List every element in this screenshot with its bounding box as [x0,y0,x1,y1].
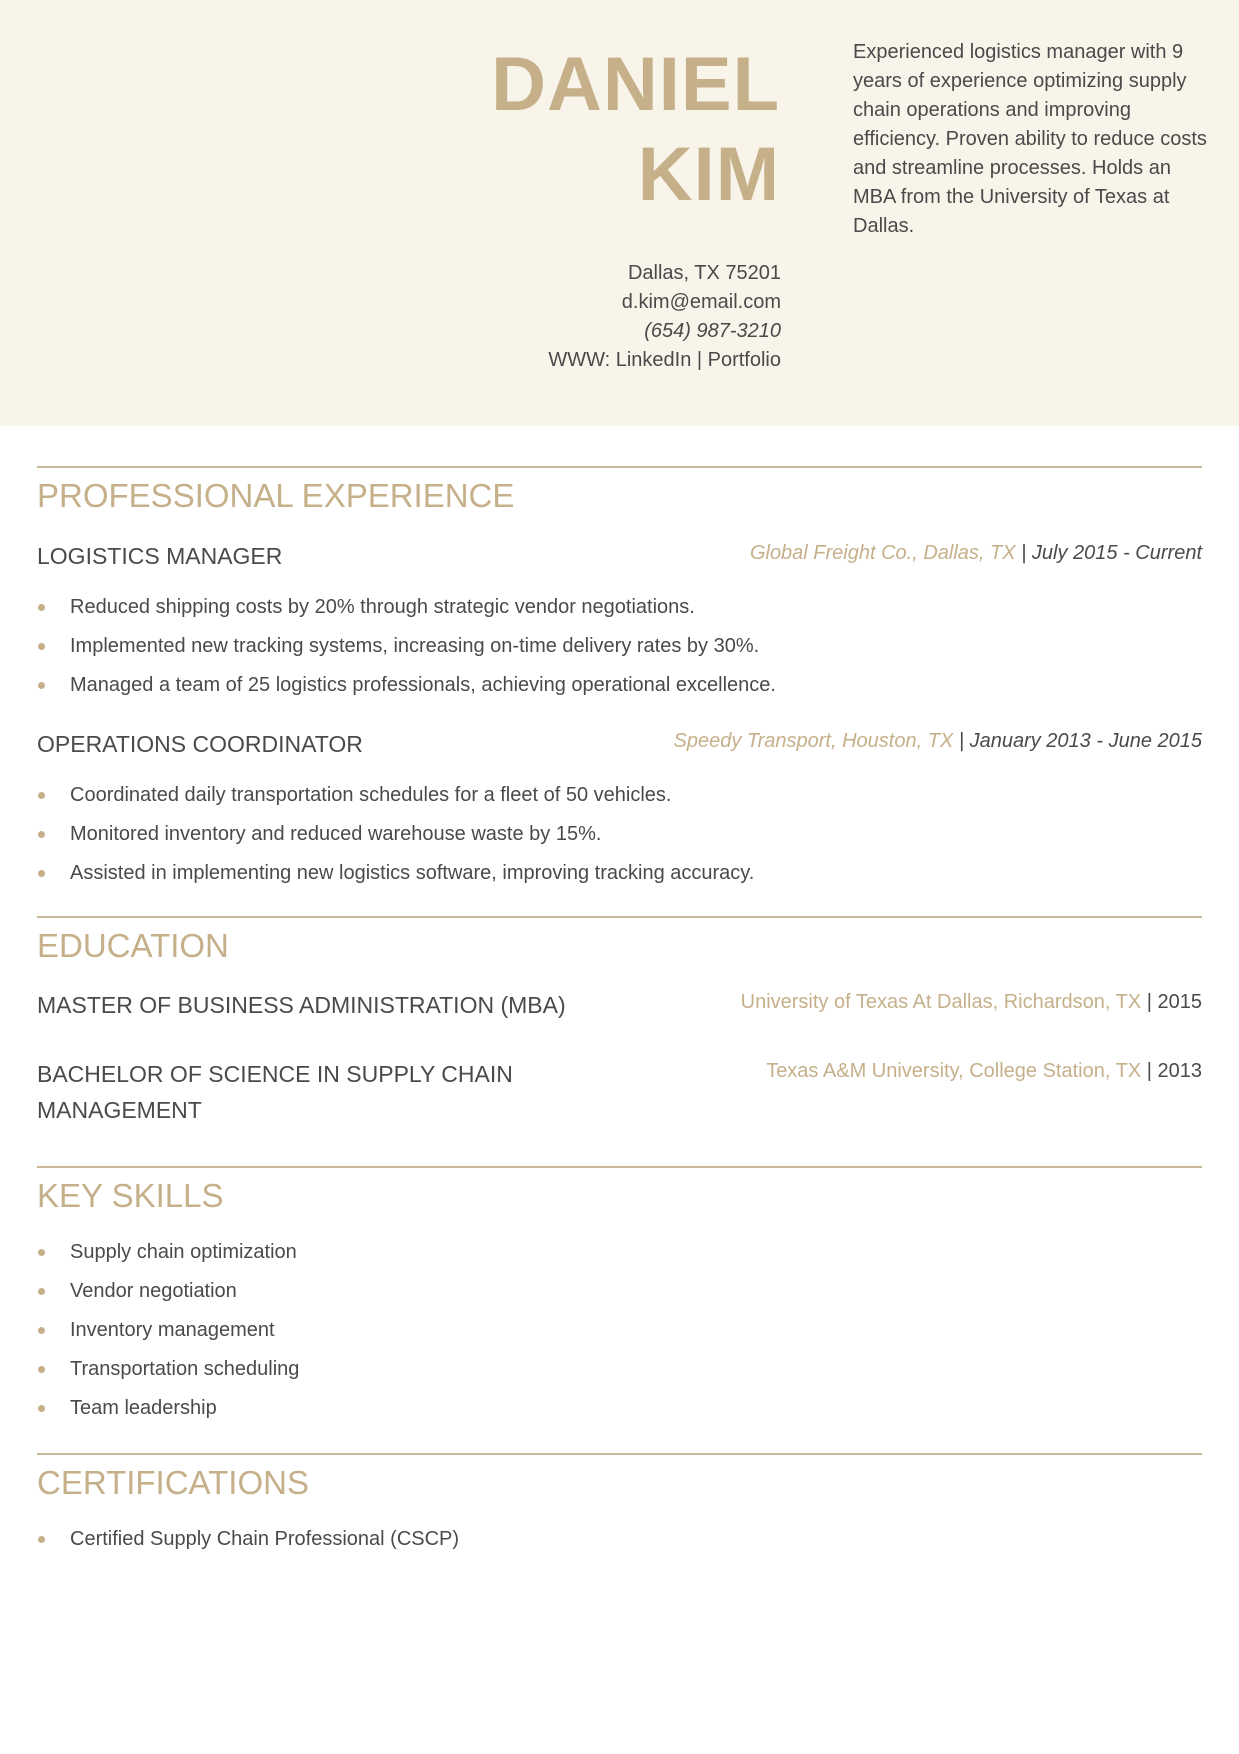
job-title: LOGISTICS MANAGER [37,543,283,569]
meta-separator: | [958,730,965,752]
list-item: Implemented new tracking systems, increasing on-time delivery rates by 30%. [37,627,776,666]
list-item: Supply chain optimization [37,1233,299,1272]
job-dates: July 2015 - Current [1031,542,1202,564]
list-item: Managed a team of 25 logistics professionals, achieving operational excellence. [37,666,776,705]
professional-summary: Experienced logistics manager with 9 years of experience optimizing supply chain operations and improving efficiency. Proven ability to reduce costs and streamline processes. Holds an MBA from the University of Texas at Dallas. [853,41,1207,237]
job-dates: January 2013 - June 2015 [969,730,1202,752]
list-item: Team leadership [37,1389,299,1428]
degree-meta [741,984,1202,1020]
list-item: Inventory management [37,1311,299,1350]
name-last: KIM [637,132,780,217]
job-bullets [37,776,754,893]
job-title: OPERATIONS COORDINATOR [37,731,363,757]
name-first: DANIEL [491,42,780,127]
list-item: Reduced shipping costs by 20% through strategic vendor negotiations. [37,588,776,627]
meta-separator: | [1021,542,1027,564]
degree-title-line: MANAGEMENT [37,1097,202,1123]
list-item: Coordinated daily transportation schedules for a fleet of 50 vehicles. [37,776,754,815]
section-title-experience: PROFESSIONAL EXPERIENCE [37,477,515,514]
school-name: Texas A&M University, College Station, TX [766,1060,1142,1082]
degree-meta [766,1053,1202,1089]
degree-title: MASTER OF BUSINESS ADMINISTRATION (MBA) [37,992,566,1018]
section-divider [37,1453,1202,1455]
job-meta [674,723,1203,759]
job-bullets [37,588,776,705]
section-divider [37,466,1202,468]
list-item: Vendor negotiation [37,1272,299,1311]
certifications-list [37,1520,459,1559]
job-meta [750,535,1202,571]
contact-email[interactable]: d.kim@email.com [621,291,781,313]
section-title-certifications: CERTIFICATIONS [37,1464,309,1501]
list-item: Monitored inventory and reduced warehouse waste by 15%. [37,815,754,854]
meta-separator: | [1146,1060,1152,1082]
contact-info [548,259,781,375]
graduation-year: 2013 [1157,1060,1202,1082]
list-item: Certified Supply Chain Professional (CSCP) [37,1520,459,1559]
resume-header [0,0,1239,426]
section-title-education: EDUCATION [37,927,229,964]
graduation-year: 2015 [1157,991,1202,1013]
skills-list [37,1233,299,1428]
section-title-skills: KEY SKILLS [37,1177,224,1214]
job-company: Global Freight Co., Dallas, TX [749,542,1016,564]
contact-web-links[interactable]: WWW: LinkedIn | Portfolio [548,349,781,371]
meta-separator: | [1146,991,1152,1013]
candidate-name [491,40,780,220]
degree-title-line: BACHELOR OF SCIENCE IN SUPPLY CHAIN [37,1061,513,1087]
job-company: Speedy Transport, Houston, TX [673,730,954,752]
section-divider [37,1166,1202,1168]
list-item: Transportation scheduling [37,1350,299,1389]
degree-title [37,1056,597,1128]
list-item: Assisted in implementing new logistics software, improving tracking accuracy. [37,854,754,893]
contact-address: Dallas, TX 75201 [627,262,781,284]
contact-phone: (654) 987-3210 [644,320,781,342]
section-divider [37,916,1202,918]
school-name: University of Texas At Dallas, Richardson, TX [740,991,1142,1013]
